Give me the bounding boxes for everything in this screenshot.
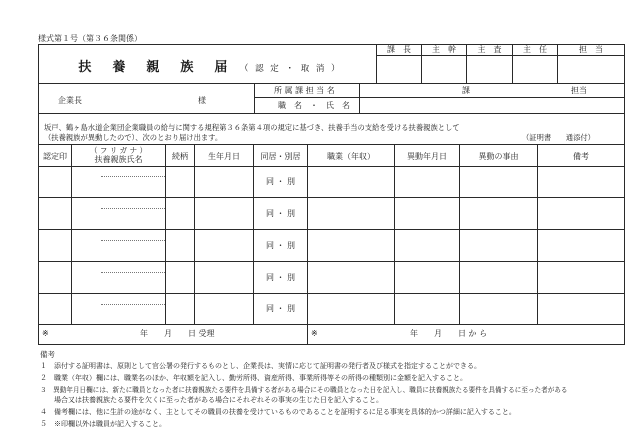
approval-header-director: 主 幹 <box>432 45 456 54</box>
col-line-seal <box>71 144 72 324</box>
note-item-3-cont: 場合又は扶養親族たる要件を欠くに至った者がある場合にそれぞれその事実の生じた日を記入すること。 <box>40 396 383 404</box>
frame-right <box>624 44 625 345</box>
approval-header-inspector: 主 査 <box>477 45 502 54</box>
col-line-dob <box>253 144 254 324</box>
footer-right-mark: ※ <box>311 329 318 338</box>
form-number: 様式第１号（第３６条関係） <box>38 34 142 43</box>
col-line-occupation <box>394 144 395 324</box>
statement-line-1: 坂戸、鶴ヶ島水道企業団企業職員の給与に関する規程第３６条第４項の規定に基づき、扶養手当の支給を受ける扶養親族として <box>44 123 460 132</box>
header-name: 扶養親族氏名 <box>94 155 143 164</box>
footer-left-mark: ※ <box>42 329 49 338</box>
approval-header-line <box>376 55 625 56</box>
living-cell-5: 同 ・ 別 <box>265 304 296 313</box>
header-occupation: 職業（年収） <box>327 152 375 161</box>
dept-charge: 担当 <box>571 86 587 95</box>
note-item-5: ５ ※印欄以外は職員が記入すること。 <box>40 420 166 428</box>
frame-left <box>38 44 39 345</box>
footer-divider <box>307 324 308 344</box>
living-cell-3: 同 ・ 別 <box>265 241 296 250</box>
header-living: 同居・別居 <box>260 152 301 161</box>
col-line-name <box>165 144 166 324</box>
addressee-right: 様 <box>198 96 206 105</box>
addressee-left: 企業長 <box>58 96 82 105</box>
statement-line-2: （扶養親族が異動したので）、次のとおり届け出ます。 <box>44 133 223 142</box>
note-item-3: ３ 異動年月日欄には、新たに職員となった者に扶養親族たる要件を具備する者がある場合にその職員となった日を記入し、職員に扶養親族たる要件を具備するに至った者がある <box>40 386 568 394</box>
info-vline-2 <box>359 83 360 113</box>
dept-label: 所 属 課 担 当 名 <box>274 86 335 95</box>
furigana-divider-2 <box>101 208 165 209</box>
footer-left-text: 年 月 日 受理 <box>140 329 215 338</box>
title-main: 扶 養 親 族 届 <box>78 60 232 75</box>
header-furigana: （ フ リ ガ ナ ） <box>90 146 147 155</box>
furigana-divider-1 <box>101 176 165 177</box>
info-vline-1 <box>254 83 255 113</box>
col-line-living <box>307 144 308 324</box>
living-cell-2: 同 ・ 別 <box>265 209 296 218</box>
certificate-count: （証明書 通添付） <box>522 133 595 142</box>
table-bottom <box>38 324 625 325</box>
approval-header-chief: 課 長 <box>387 45 411 54</box>
furigana-divider-4 <box>101 272 165 273</box>
header-dob: 生年月日 <box>208 152 240 161</box>
dept-section: 課 <box>462 86 470 95</box>
form-title <box>60 56 360 75</box>
frame-bottom <box>38 344 625 345</box>
col-line-reason <box>537 144 538 324</box>
col-line-relation <box>194 144 195 324</box>
header-reason: 異動の事由 <box>478 152 519 161</box>
note-item-4: ４ 備考欄には、他に生計の途がなく、主としてその職員の扶養を受けているものであることを証明するに足る事実を具体的かつ詳細に記入すること。 <box>40 408 516 416</box>
furigana-divider-5 <box>101 304 165 305</box>
footer-right-text: 年 月 日 か ら <box>410 329 488 338</box>
header-remarks: 備考 <box>573 152 589 161</box>
title-sub: （ 認 定 ・ 取 消 ） <box>239 64 342 74</box>
name-label: 職 名 ・ 氏 名 <box>278 101 350 110</box>
living-cell-4: 同 ・ 別 <box>265 273 296 282</box>
note-item-2: ２ 職業（年収）欄には、職業名のほか、年収額を記入し、勤労所得、資産所得、事業所得等その所得の種類別に金額を記入すること。 <box>40 374 467 382</box>
note-item-1: １ 添付する証明書は、原則として官公署の発行するものとし、企業長は、実情に応じて証明書の発行者及び様式を指定することができる。 <box>40 362 481 370</box>
header-seal: 認定印 <box>43 152 67 161</box>
furigana-divider-3 <box>101 240 165 241</box>
notes-heading: 備考 <box>40 350 55 359</box>
approval-header-staff: 担 当 <box>579 45 603 54</box>
title-separator <box>38 83 625 84</box>
living-cell-1: 同 ・ 別 <box>265 177 296 186</box>
approval-header-supervisor: 主 任 <box>523 45 547 54</box>
header-relation: 続柄 <box>172 152 188 161</box>
info-bottom-line <box>38 113 625 114</box>
col-line-change-date <box>459 144 460 324</box>
header-change-date: 異動年月日 <box>407 152 447 161</box>
info-row-line <box>254 97 625 98</box>
